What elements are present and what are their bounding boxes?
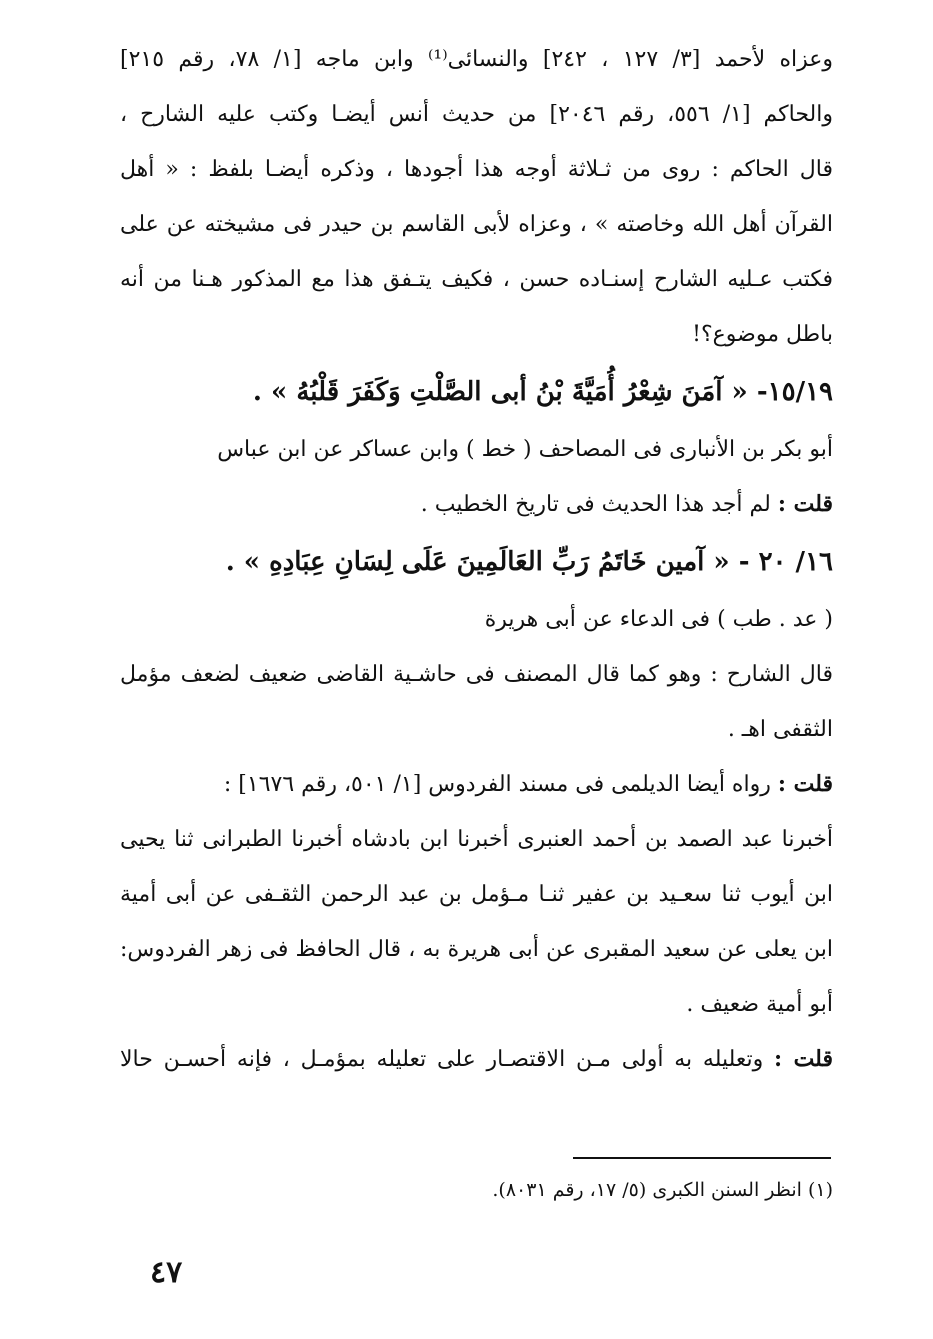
note-lead: قلت : [774,1046,833,1072]
note-final [120,1032,833,1087]
footnote-divider [573,1157,831,1159]
isnad-line: ابن يعلى عن سعيد المقبرى عن أبى هريرة به ، قال الحافظ فى زهر الفردوس: [120,937,833,962]
body-line: قال الحاكم : روى من ثـلاثة أوجه هذا أجودها ، وذكره أيضـا بلفظ : « أهل [120,157,833,182]
body-line: باطل موضوع؟! [692,322,833,347]
main-text [120,32,833,1087]
hadith-source-20: ( عد . طب ) فى الدعاء عن أبى هريرة [484,607,833,632]
sharih-line: الثقفى اهـ . [727,717,833,742]
isnad-line: أبو أمية ضعيف . [686,992,833,1017]
sharih-line: قال الشارح : وهو كما قال المصنف فى حاشـية القاضى ضعيف لضعف مؤمل [120,662,833,687]
note-text: رواه أيضا الديلمى فى مسند الفردوس [١/ ٥٠١، رقم ١٦٧٦] : [223,772,778,797]
body-line: فكتب عـليه الشارح إسنـاده حسن ، فكيف يتـفق هذا مع المذكور هـنا من أنه [120,267,833,292]
note-text: وتعليله به أولى مـن الاقتصـار على تعليله بمؤمـل ، فإنه أحسـن حالا [120,1047,775,1072]
note-lead: قلت : [777,491,833,517]
note-text: لم أجد هذا الحديث فى تاريخ الخطيب . [420,492,778,517]
note-19 [120,477,833,532]
body-line: القرآن أهل الله وخاصته » ، وعزاه لأبى القاسم بن حيدر فى مشيخته عن على [120,212,833,237]
hadith-source-19: أبو بكر بن الأنبارى فى المصاحف ( خط ) وابن عساكر عن ابن عباس [217,437,833,462]
hadith-heading-19: ١٥/١٩- « آمَنَ شِعْرُ أُمَيَّةَ بْنُ أبى الصَّلْتِ وَكَفَرَ قَلْبُهُ » . [252,377,833,407]
isnad-line: أخبرنا عبد الصمد بن أحمد العنبرى أخبرنا ابن بادشاه أخبرنا الطبرانى ثنا يحيى [120,827,833,852]
note-lead: قلت : [777,771,833,797]
hadith-heading-20: ١٦/ ٢٠ - « آمين خَاتَمُ رَبِّ العَالَمِينَ عَلَى لِسَانِ عِبَادِهِ » . [225,547,833,577]
isnad-line: ابن أيوب ثنا سعـيد بن عفير ثنـا مـؤمل بن عبد الرحمن الثقـفى عن أبى أمية [120,882,833,907]
page-number: ٤٧ [150,1255,183,1290]
footnote: (١) انظر السنن الكبرى (٥/ ١٧، رقم ٨٠٣١). [492,1179,833,1201]
note-20 [120,757,833,812]
body-line: والحاكم [١/ ٥٥٦، رقم ٢٠٤٦] من حديث أنس أيضـا وكتب عليه الشارح ، [120,102,833,127]
body-line: وعزاه لأحمد [٣/ ١٢٧ ، ٢٤٢] والنسائى⁽¹⁾ وابن ماجه [١/ ٧٨، رقم ٢١٥] [120,47,833,72]
